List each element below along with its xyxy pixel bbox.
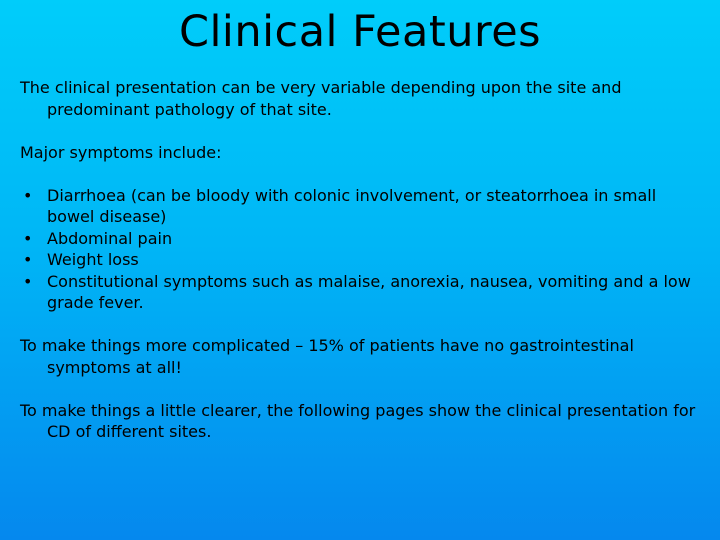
bullet-icon: • (23, 250, 33, 269)
symptom-abdominal-pain (20, 228, 700, 250)
symptom-text: Weight loss (47, 250, 139, 269)
symptoms-list (20, 185, 700, 314)
complication-note: To make things more complicated – 15% of patients have no gastrointestinal symptoms at all! (20, 336, 634, 377)
symptoms-heading: Major symptoms include: (20, 142, 222, 162)
symptom-text: Diarrhoea (can be bloody with colonic involvement, or steatorrhoea in small bowel disease) (47, 185, 657, 226)
bullet-icon: • (23, 185, 33, 205)
closing-note: To make things a little clearer, the following pages show the clinical presentation for CD of different sites. (20, 400, 696, 441)
bullet-icon: • (23, 271, 33, 291)
paragraph-spacer (20, 314, 700, 336)
paragraph-spacer (20, 163, 700, 185)
symptom-weight-loss (20, 249, 700, 271)
paragraph-spacer (20, 378, 700, 400)
symptom-text: Abdominal pain (47, 228, 173, 248)
symptom-text: Constitutional symptoms such as malaise, anorexia, nausea, vomiting and a low grade fever. (47, 271, 691, 312)
symptom-diarrhoea (20, 185, 700, 228)
symptom-constitutional (20, 271, 700, 314)
slide-body (20, 77, 700, 443)
intro-paragraph: The clinical presentation can be very variable depending upon the site and predominant pathology of that site. (20, 78, 622, 119)
slide-title: Clinical Features (178, 7, 542, 57)
paragraph-spacer (20, 120, 700, 142)
bullet-icon: • (23, 228, 33, 248)
